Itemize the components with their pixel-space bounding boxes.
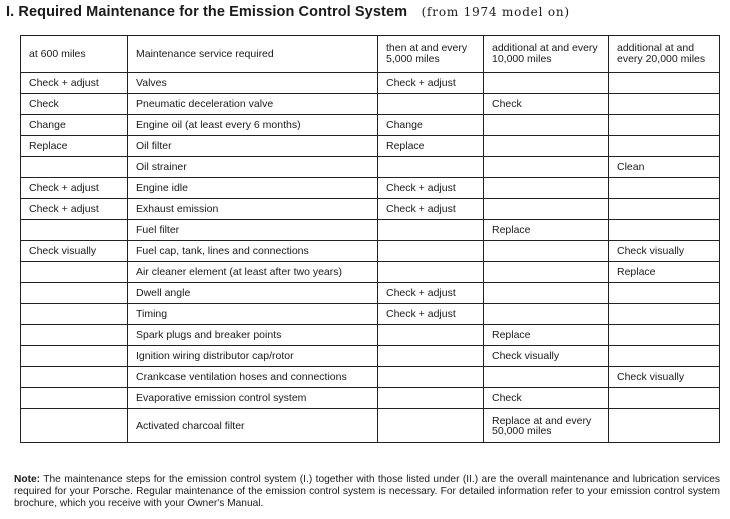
- table-cell: [484, 367, 609, 388]
- table-cell: Evaporative emission control system: [128, 388, 378, 409]
- table-cell: Check + adjust: [378, 304, 484, 325]
- table-cell: [378, 388, 484, 409]
- table-cell: Change: [378, 115, 484, 136]
- table-cell: [378, 262, 484, 283]
- footnote: [14, 474, 720, 510]
- table-cell: Clean: [609, 157, 720, 178]
- table-cell: [378, 346, 484, 367]
- header-maintenance-service: Maintenance service required: [128, 36, 378, 73]
- table-row: [21, 157, 720, 178]
- table-cell: Replace: [609, 262, 720, 283]
- table-row: [21, 304, 720, 325]
- table-cell: [609, 283, 720, 304]
- table-cell: [484, 199, 609, 220]
- table-cell: [609, 346, 720, 367]
- note-label: Note:: [14, 474, 41, 485]
- table-cell: [21, 220, 128, 241]
- table-cell: [21, 346, 128, 367]
- header-every-5000-miles: then at and every 5,000 miles: [378, 36, 484, 73]
- table-row: [21, 220, 720, 241]
- table-cell: [484, 115, 609, 136]
- table-cell: Oil filter: [128, 136, 378, 157]
- table-cell: Check: [484, 388, 609, 409]
- section-title: I. Required Maintenance for the Emission Control System: [6, 4, 408, 20]
- table-cell: Engine idle: [128, 178, 378, 199]
- table-cell: [484, 157, 609, 178]
- table-cell: [609, 325, 720, 346]
- table-cell: Check + adjust: [21, 73, 128, 94]
- table-cell: [609, 136, 720, 157]
- table-cell: [21, 157, 128, 178]
- table-cell: Fuel cap, tank, lines and connections: [128, 241, 378, 262]
- table-cell: [484, 73, 609, 94]
- note-text: The maintenance steps for the emission control system (I.) together with those listed under (II.) are the overall maintenance and lubrication services required for your Porsche. Regular maintenance of the emission control system is necessary. For detailed information refer to your emission control system brochure, which you receive with your Owner's Manual.: [14, 474, 720, 509]
- table-cell: Replace: [484, 325, 609, 346]
- table-cell: Timing: [128, 304, 378, 325]
- table-body: [21, 73, 720, 443]
- table-cell: Replace: [484, 220, 609, 241]
- table-cell: [484, 178, 609, 199]
- table-row: [21, 199, 720, 220]
- table-cell: Replace at and every 50,000 miles: [484, 409, 609, 443]
- table-row: [21, 367, 720, 388]
- table-cell: [609, 388, 720, 409]
- table-cell: [378, 94, 484, 115]
- table-cell: [609, 220, 720, 241]
- table-cell: [378, 220, 484, 241]
- table-cell: [378, 241, 484, 262]
- table-cell: [378, 367, 484, 388]
- table-cell: Check visually: [609, 367, 720, 388]
- table-cell: Crankcase ventilation hoses and connections: [128, 367, 378, 388]
- table-cell: Dwell angle: [128, 283, 378, 304]
- table-cell: [609, 304, 720, 325]
- table-cell: Ignition wiring distributor cap/rotor: [128, 346, 378, 367]
- table-row: [21, 73, 720, 94]
- table-cell: [609, 178, 720, 199]
- table-cell: Activated charcoal filter: [128, 409, 378, 443]
- table-cell: Engine oil (at least every 6 months): [128, 115, 378, 136]
- table-cell: Check + adjust: [21, 178, 128, 199]
- table-cell: [21, 283, 128, 304]
- table-cell: Fuel filter: [128, 220, 378, 241]
- table-cell: [484, 283, 609, 304]
- table-cell: Check + adjust: [378, 283, 484, 304]
- table-cell: Change: [21, 115, 128, 136]
- table-row: [21, 94, 720, 115]
- table-header-row: [21, 36, 720, 73]
- header-every-10000-miles: additional at and every 10,000 miles: [484, 36, 609, 73]
- table-cell: Check + adjust: [378, 199, 484, 220]
- table-row: [21, 283, 720, 304]
- table-cell: [21, 304, 128, 325]
- table-row: [21, 241, 720, 262]
- table-cell: [21, 409, 128, 443]
- table-row: [21, 178, 720, 199]
- table-cell: [378, 325, 484, 346]
- table-cell: Oil strainer: [128, 157, 378, 178]
- table-cell: Check: [484, 94, 609, 115]
- table-cell: [609, 73, 720, 94]
- table-row: [21, 346, 720, 367]
- table-cell: Replace: [378, 136, 484, 157]
- table-cell: Spark plugs and breaker points: [128, 325, 378, 346]
- table-cell: Check visually: [484, 346, 609, 367]
- table-cell: [484, 136, 609, 157]
- section-subtitle: (from 1974 model on): [421, 5, 570, 19]
- table-cell: [21, 388, 128, 409]
- table-cell: Air cleaner element (at least after two years): [128, 262, 378, 283]
- table-cell: Check + adjust: [378, 73, 484, 94]
- table-row: [21, 115, 720, 136]
- table-cell: [609, 409, 720, 443]
- table-cell: [484, 241, 609, 262]
- table-row: [21, 388, 720, 409]
- table-cell: [21, 367, 128, 388]
- table-cell: [378, 157, 484, 178]
- table-cell: [609, 94, 720, 115]
- table-cell: Check + adjust: [378, 178, 484, 199]
- document-title-line: [6, 3, 570, 21]
- table-row: [21, 136, 720, 157]
- table-row: [21, 409, 720, 443]
- table-cell: [609, 115, 720, 136]
- table-cell: Check visually: [21, 241, 128, 262]
- table-cell: [378, 409, 484, 443]
- table-cell: [484, 304, 609, 325]
- table-row: [21, 262, 720, 283]
- table-cell: Exhaust emission: [128, 199, 378, 220]
- table-cell: Check + adjust: [21, 199, 128, 220]
- table-cell: [609, 199, 720, 220]
- header-at-600-miles: at 600 miles: [21, 36, 128, 73]
- header-every-20000-miles: additional at and every 20,000 miles: [609, 36, 720, 73]
- table-cell: [21, 325, 128, 346]
- table-cell: Check: [21, 94, 128, 115]
- table-cell: Replace: [21, 136, 128, 157]
- table-cell: Check visually: [609, 241, 720, 262]
- table-cell: [21, 262, 128, 283]
- table-row: [21, 325, 720, 346]
- maintenance-table: [20, 35, 720, 443]
- table-cell: Pneumatic deceleration valve: [128, 94, 378, 115]
- table-cell: [484, 262, 609, 283]
- table-cell: Valves: [128, 73, 378, 94]
